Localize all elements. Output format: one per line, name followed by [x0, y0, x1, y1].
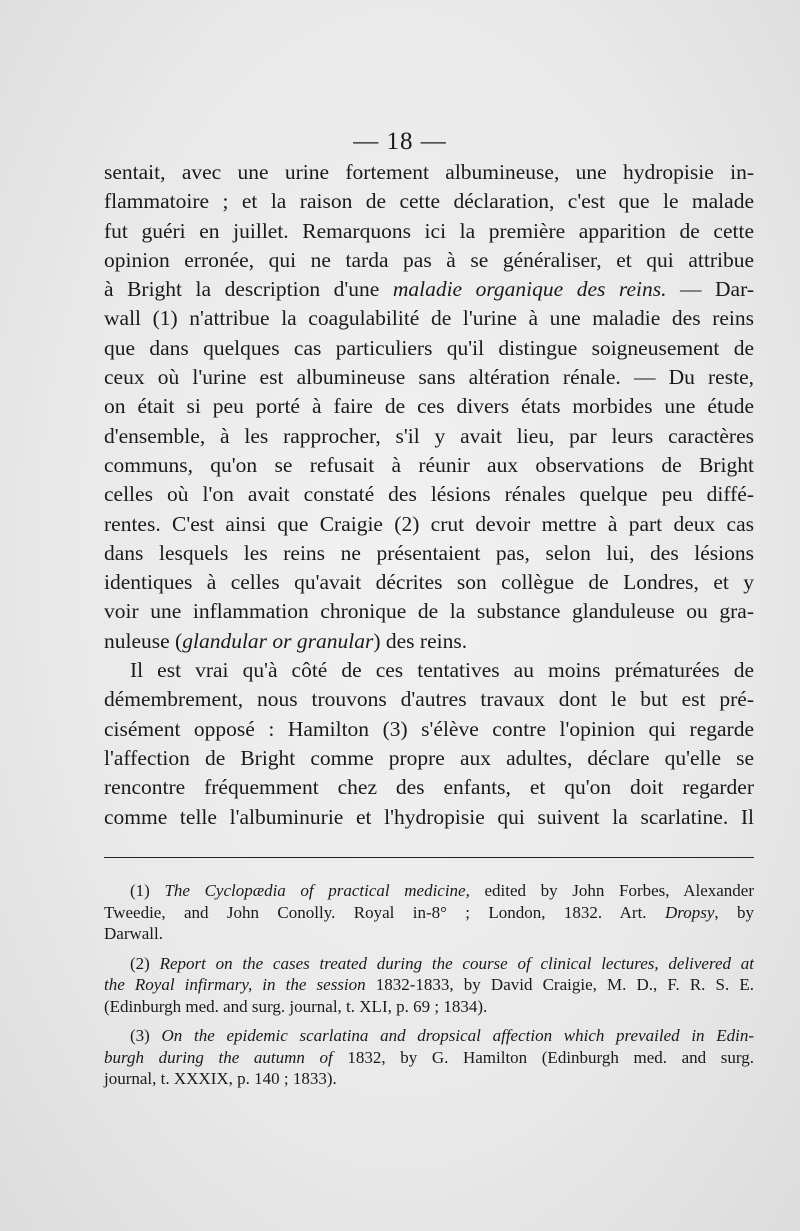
text-line: celles où l'on avait constaté des lésions rénales quelque peu diffé-: [104, 482, 754, 507]
text-segment: 1832, by G. Hamilton (Edinburgh med. and surg.: [332, 1047, 754, 1067]
footnote-marker: (1): [130, 881, 165, 900]
footnote-title: the Royal infirmary, in the session: [104, 975, 366, 994]
text-segment: ) des reins.: [373, 628, 468, 653]
text-line: voir une inflammation chronique de la substance glanduleuse ou gra-: [104, 599, 754, 624]
footnote-line: [104, 902, 754, 924]
footnote-line: [104, 1047, 754, 1069]
text-line: sentait, avec une urine fortement albumineuse, une hydropisie in-: [104, 160, 754, 184]
footnote-line: [104, 880, 754, 902]
text-line: fut guéri en juillet. Remarquons ici la première apparition de cette: [104, 218, 754, 243]
text-segment: à Bright la description d'une: [104, 277, 393, 302]
page-number: — 18 —: [353, 128, 447, 155]
text-line: que dans quelques cas particuliers qu'il distingue soigneusement de: [104, 335, 754, 360]
text-segment: — Dar-: [666, 277, 754, 302]
footnote-line: [104, 974, 754, 996]
footnote-title: On the epidemic scarlatina and dropsical affection which prevailed in Edin-: [161, 1026, 754, 1045]
footnote-title: The Cyclopædia of practical medicine,: [164, 881, 470, 900]
text-segment: , by: [714, 902, 755, 922]
footnotes: [104, 880, 754, 1098]
text-line: [104, 275, 754, 304]
text-segment: edited by John Forbes, Alexander: [469, 881, 754, 900]
text-line: rencontre fréquemment chez des enfants, et qu'on doit regarder: [104, 775, 754, 800]
footnote-title: burgh during the autumn of: [104, 1047, 333, 1067]
text-line: d'ensemble, à les rapprocher, s'il y avait lieu, par leurs caractères: [104, 423, 754, 448]
text-line: identiques à celles qu'avait décrites son collègue de Londres, et y: [104, 570, 754, 595]
footnote-marker: (3): [130, 1026, 162, 1045]
footnote-1: [104, 880, 754, 945]
footnote-title: Dropsy: [664, 902, 715, 922]
text-line: comme telle l'albuminurie et l'hydropisie qui suivent la scarlatine. Il: [104, 804, 754, 829]
text-line: opinion erronée, qui ne tarda pas à se généraliser, et qui attribue: [104, 247, 754, 272]
footnote-line: (Edinburgh med. and surg. journal, t. XLI, p. 69 ; 1834).: [104, 996, 488, 1016]
footnote-line: [104, 953, 754, 975]
text-line: l'affection de Bright comme propre aux adultes, déclare qu'elle se: [104, 745, 754, 770]
text-line: rentes. C'est ainsi que Craigie (2) crut devoir mettre à part deux cas: [104, 511, 754, 536]
footnote-2: [104, 953, 754, 1018]
text-line: Il est vrai qu'à côté de ces tentatives au moins prématurées de: [130, 658, 754, 683]
text-line: wall (1) n'attribue la coagulabilité de l'urine à une maladie des reins: [104, 306, 754, 331]
italic-phrase: glandular or granular: [182, 628, 374, 653]
footnote-line: [104, 1025, 754, 1047]
text-segment: nuleuse (: [104, 628, 183, 653]
text-line: ceux où l'urine est albumineuse sans altération rénale. — Du reste,: [104, 365, 754, 390]
text-line: [104, 627, 754, 656]
main-text: [104, 158, 754, 832]
text-line: cisément opposé : Hamilton (3) s'élève contre l'opinion qui regarde: [104, 716, 754, 741]
footnote-line: Darwall.: [104, 924, 164, 943]
italic-phrase: maladie organique des reins.: [392, 277, 667, 302]
text-line: on était si peu porté à faire de ces divers états morbides une étude: [104, 394, 754, 419]
text-line: dans lesquels les reins ne présentaient pas, selon lui, des lésions: [104, 540, 754, 565]
text-segment: Tweedie, and John Conolly. Royal in-8° ; London, 1832. Art.: [104, 902, 665, 922]
footnote-3: [104, 1025, 754, 1090]
text-line: communs, qu'on se refusait à réunir aux observations de Bright: [104, 452, 754, 477]
text-segment: 1832-1833, by David Craigie, M. D., F. R. S. E.: [365, 975, 754, 994]
text-line: flammatoire ; et la raison de cette déclaration, c'est que le malade: [104, 189, 754, 214]
footnote-line: journal, t. XXXIX, p. 140 ; 1833).: [104, 1069, 337, 1088]
text-line: démembrement, nous trouvons d'autres travaux dont le but est pré-: [104, 687, 754, 712]
footnote-title: Report on the cases treated during the course of clinical lectures, delivered at: [159, 953, 754, 973]
footnote-marker: (2): [130, 953, 160, 973]
footnote-divider: [104, 857, 754, 858]
